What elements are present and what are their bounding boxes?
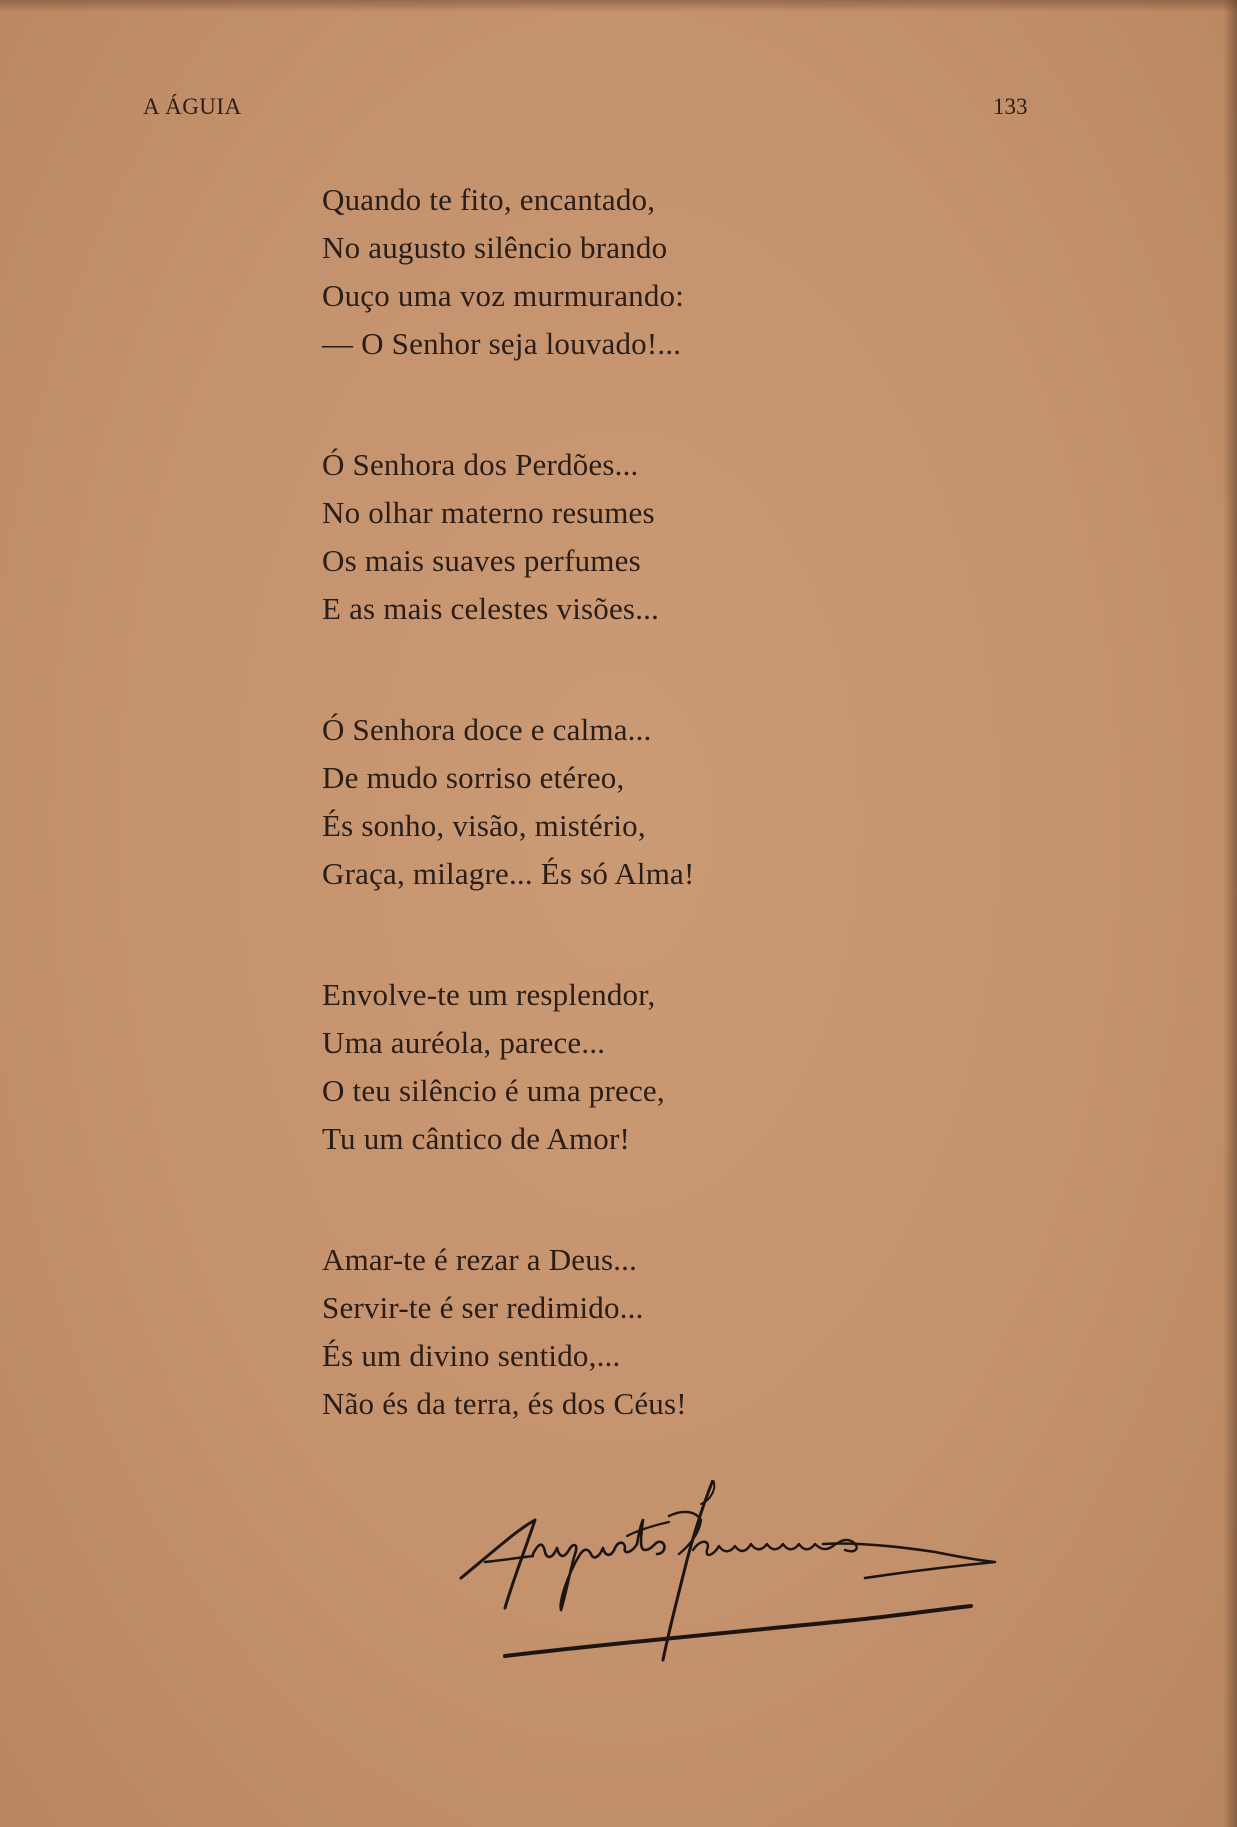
poem-line: Ó Senhora dos Perdões... [322, 447, 639, 482]
stanza [322, 971, 942, 1163]
poem-line: Quando te fito, encantado, [322, 182, 656, 217]
poem-line: Amar-te é rezar a Deus... [322, 1242, 638, 1277]
poem-line: Tu um cântico de Amor! [322, 1121, 631, 1156]
running-title: A ÁGUIA [143, 94, 242, 119]
stanza [322, 176, 942, 368]
poem-line: Ó Senhora doce e calma... [322, 712, 652, 747]
poem-line: Servir-te é ser redimido... [322, 1290, 644, 1325]
poem-line: Não és da terra, és dos Céus! [322, 1386, 687, 1421]
page-edge-right [1223, 0, 1237, 1827]
page-number: 133 [993, 94, 1028, 119]
poem-line: Uma auréola, parece... [322, 1025, 606, 1060]
poem-line: No olhar materno resumes [322, 495, 655, 530]
stanza [322, 706, 942, 898]
poem-line: Graça, milagre... És só Alma! [322, 856, 695, 891]
poem-line: O teu silêncio é uma prece, [322, 1073, 665, 1108]
poem-line: Os mais suaves perfumes [322, 543, 641, 578]
poem-line: No augusto silêncio brando [322, 230, 668, 265]
signature-strokes [455, 1480, 1025, 1680]
page-edge-top [0, 0, 1237, 12]
poem-line: Ouço uma voz murmurando: [322, 278, 685, 313]
poem-line: És um divino sentido,... [322, 1338, 621, 1373]
poem-line: — O Senhor seja louvado!... [322, 326, 682, 361]
poem-line: E as mais celestes visões... [322, 591, 660, 626]
poem-line: Envolve-te um resplendor, [322, 977, 656, 1012]
poem-line: És sonho, visão, mistério, [322, 808, 646, 843]
poem-line: De mudo sorriso etéreo, [322, 760, 625, 795]
stanza [322, 1236, 942, 1428]
poem-body [322, 176, 942, 1501]
handwritten-signature [455, 1480, 1025, 1680]
stanza [322, 441, 942, 633]
